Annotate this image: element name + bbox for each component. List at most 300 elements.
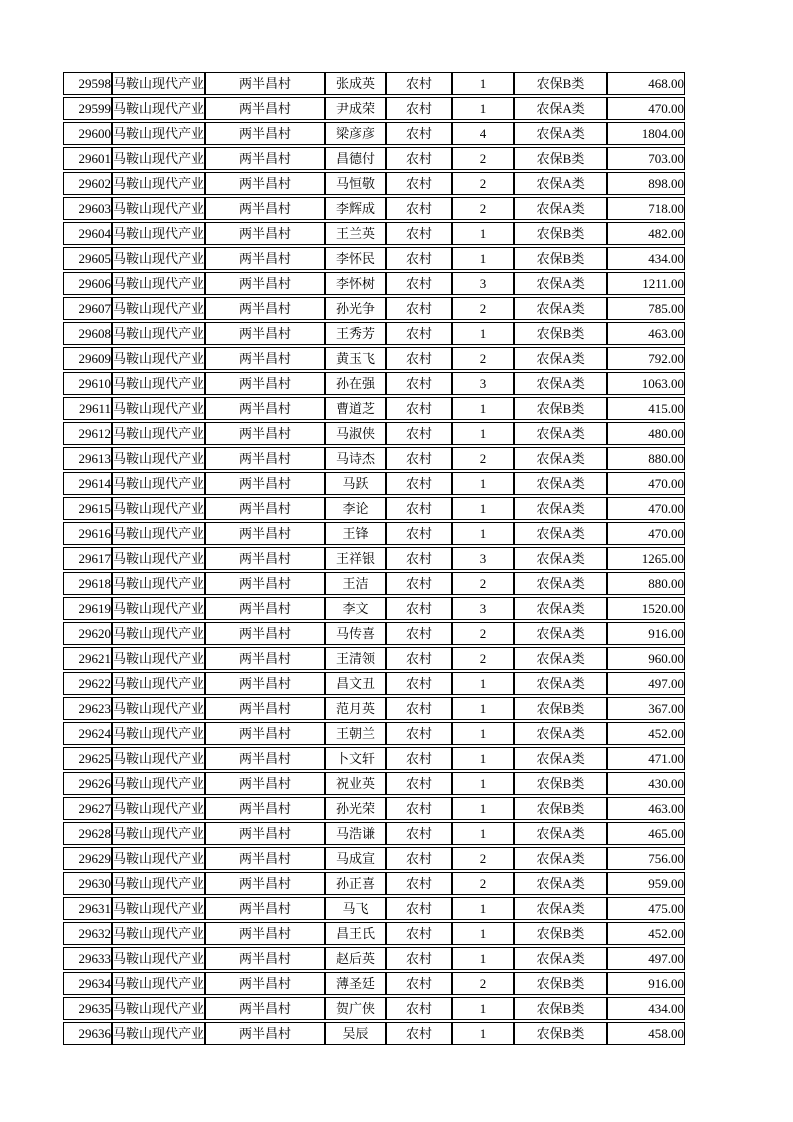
cell-org: 马鞍山现代产业 xyxy=(112,472,205,495)
cell-person-name: 尹成荣 xyxy=(325,97,386,120)
cell-household-type: 农村 xyxy=(386,422,452,445)
cell-person-name: 马恒敬 xyxy=(325,172,386,195)
records-table-body xyxy=(63,72,685,1045)
table-row xyxy=(63,797,685,820)
cell-person-count: 3 xyxy=(452,547,514,570)
cell-amount: 916.00 xyxy=(607,972,685,995)
cell-record-id: 29622 xyxy=(63,672,112,695)
cell-amount: 463.00 xyxy=(607,797,685,820)
cell-insurance-type: 农保A类 xyxy=(514,522,607,545)
cell-amount: 470.00 xyxy=(607,497,685,520)
cell-person-name: 祝业英 xyxy=(325,772,386,795)
table-row xyxy=(63,422,685,445)
cell-insurance-type: 农保B类 xyxy=(514,72,607,95)
cell-insurance-type: 农保B类 xyxy=(514,972,607,995)
cell-household-type: 农村 xyxy=(386,397,452,420)
cell-record-id: 29631 xyxy=(63,897,112,920)
table-row xyxy=(63,272,685,295)
cell-record-id: 29605 xyxy=(63,247,112,270)
cell-insurance-type: 农保B类 xyxy=(514,697,607,720)
cell-insurance-type: 农保A类 xyxy=(514,172,607,195)
cell-amount: 880.00 xyxy=(607,572,685,595)
cell-org: 马鞍山现代产业 xyxy=(112,522,205,545)
cell-person-count: 2 xyxy=(452,447,514,470)
cell-household-type: 农村 xyxy=(386,747,452,770)
cell-person-name: 马飞 xyxy=(325,897,386,920)
cell-household-type: 农村 xyxy=(386,597,452,620)
cell-amount: 471.00 xyxy=(607,747,685,770)
cell-amount: 792.00 xyxy=(607,347,685,370)
cell-village: 两半昌村 xyxy=(205,622,325,645)
table-row xyxy=(63,872,685,895)
cell-household-type: 农村 xyxy=(386,1022,452,1045)
cell-household-type: 农村 xyxy=(386,822,452,845)
cell-record-id: 29611 xyxy=(63,397,112,420)
cell-person-count: 1 xyxy=(452,772,514,795)
cell-household-type: 农村 xyxy=(386,447,452,470)
table-row xyxy=(63,222,685,245)
cell-village: 两半昌村 xyxy=(205,847,325,870)
cell-village: 两半昌村 xyxy=(205,1022,325,1045)
cell-record-id: 29633 xyxy=(63,947,112,970)
insurance-roster-table xyxy=(63,70,685,1047)
cell-village: 两半昌村 xyxy=(205,472,325,495)
cell-village: 两半昌村 xyxy=(205,122,325,145)
cell-household-type: 农村 xyxy=(386,497,452,520)
cell-person-name: 李怀民 xyxy=(325,247,386,270)
table-row xyxy=(63,572,685,595)
cell-amount: 1804.00 xyxy=(607,122,685,145)
table-row xyxy=(63,72,685,95)
cell-record-id: 29635 xyxy=(63,997,112,1020)
cell-person-name: 马诗杰 xyxy=(325,447,386,470)
cell-person-count: 2 xyxy=(452,172,514,195)
cell-insurance-type: 农保A类 xyxy=(514,297,607,320)
cell-village: 两半昌村 xyxy=(205,997,325,1020)
cell-record-id: 29603 xyxy=(63,197,112,220)
table-row xyxy=(63,547,685,570)
cell-household-type: 农村 xyxy=(386,872,452,895)
cell-village: 两半昌村 xyxy=(205,422,325,445)
cell-person-name: 范月英 xyxy=(325,697,386,720)
table-row xyxy=(63,747,685,770)
cell-household-type: 农村 xyxy=(386,572,452,595)
cell-person-count: 4 xyxy=(452,122,514,145)
cell-record-id: 29623 xyxy=(63,697,112,720)
cell-org: 马鞍山现代产业 xyxy=(112,797,205,820)
cell-person-name: 马浩谦 xyxy=(325,822,386,845)
cell-insurance-type: 农保A类 xyxy=(514,747,607,770)
cell-org: 马鞍山现代产业 xyxy=(112,822,205,845)
cell-org: 马鞍山现代产业 xyxy=(112,347,205,370)
cell-record-id: 29618 xyxy=(63,572,112,595)
cell-person-name: 孙光荣 xyxy=(325,797,386,820)
cell-org: 马鞍山现代产业 xyxy=(112,297,205,320)
cell-org: 马鞍山现代产业 xyxy=(112,847,205,870)
table-row xyxy=(63,622,685,645)
cell-org: 马鞍山现代产业 xyxy=(112,922,205,945)
cell-amount: 458.00 xyxy=(607,1022,685,1045)
cell-amount: 497.00 xyxy=(607,672,685,695)
table-row xyxy=(63,97,685,120)
cell-person-name: 王清领 xyxy=(325,647,386,670)
table-row xyxy=(63,522,685,545)
cell-insurance-type: 农保A类 xyxy=(514,447,607,470)
cell-insurance-type: 农保B类 xyxy=(514,247,607,270)
cell-record-id: 29629 xyxy=(63,847,112,870)
table-row xyxy=(63,397,685,420)
cell-village: 两半昌村 xyxy=(205,322,325,345)
cell-record-id: 29625 xyxy=(63,747,112,770)
cell-org: 马鞍山现代产业 xyxy=(112,772,205,795)
cell-person-name: 昌德付 xyxy=(325,147,386,170)
table-row xyxy=(63,497,685,520)
cell-insurance-type: 农保A类 xyxy=(514,897,607,920)
cell-record-id: 29599 xyxy=(63,97,112,120)
cell-village: 两半昌村 xyxy=(205,347,325,370)
cell-person-name: 张成英 xyxy=(325,72,386,95)
cell-person-count: 2 xyxy=(452,197,514,220)
cell-amount: 434.00 xyxy=(607,997,685,1020)
cell-household-type: 农村 xyxy=(386,922,452,945)
cell-person-name: 马成宣 xyxy=(325,847,386,870)
cell-household-type: 农村 xyxy=(386,997,452,1020)
cell-record-id: 29626 xyxy=(63,772,112,795)
table-row xyxy=(63,722,685,745)
cell-village: 两半昌村 xyxy=(205,922,325,945)
cell-insurance-type: 农保B类 xyxy=(514,322,607,345)
cell-person-name: 李论 xyxy=(325,497,386,520)
table-row xyxy=(63,997,685,1020)
cell-village: 两半昌村 xyxy=(205,447,325,470)
cell-person-name: 孙正喜 xyxy=(325,872,386,895)
cell-insurance-type: 农保B类 xyxy=(514,1022,607,1045)
cell-amount: 463.00 xyxy=(607,322,685,345)
cell-amount: 415.00 xyxy=(607,397,685,420)
cell-person-count: 3 xyxy=(452,597,514,620)
cell-household-type: 农村 xyxy=(386,247,452,270)
table-row xyxy=(63,822,685,845)
cell-insurance-type: 农保A类 xyxy=(514,497,607,520)
cell-record-id: 29619 xyxy=(63,597,112,620)
cell-org: 马鞍山现代产业 xyxy=(112,372,205,395)
table-row xyxy=(63,897,685,920)
cell-person-count: 1 xyxy=(452,697,514,720)
cell-org: 马鞍山现代产业 xyxy=(112,747,205,770)
cell-org: 马鞍山现代产业 xyxy=(112,547,205,570)
cell-record-id: 29634 xyxy=(63,972,112,995)
cell-insurance-type: 农保A类 xyxy=(514,847,607,870)
cell-person-name: 曹道芝 xyxy=(325,397,386,420)
cell-record-id: 29604 xyxy=(63,222,112,245)
cell-village: 两半昌村 xyxy=(205,547,325,570)
cell-amount: 470.00 xyxy=(607,522,685,545)
cell-record-id: 29621 xyxy=(63,647,112,670)
cell-person-count: 2 xyxy=(452,847,514,870)
cell-amount: 1211.00 xyxy=(607,272,685,295)
cell-household-type: 农村 xyxy=(386,847,452,870)
cell-record-id: 29612 xyxy=(63,422,112,445)
table-row xyxy=(63,197,685,220)
cell-org: 马鞍山现代产业 xyxy=(112,397,205,420)
cell-household-type: 农村 xyxy=(386,797,452,820)
cell-person-count: 1 xyxy=(452,897,514,920)
cell-insurance-type: 农保A类 xyxy=(514,347,607,370)
cell-insurance-type: 农保B类 xyxy=(514,797,607,820)
cell-household-type: 农村 xyxy=(386,172,452,195)
cell-amount: 898.00 xyxy=(607,172,685,195)
cell-village: 两半昌村 xyxy=(205,747,325,770)
cell-person-name: 贺广侠 xyxy=(325,997,386,1020)
cell-record-id: 29615 xyxy=(63,497,112,520)
cell-insurance-type: 农保A类 xyxy=(514,947,607,970)
table-row xyxy=(63,297,685,320)
cell-household-type: 农村 xyxy=(386,972,452,995)
cell-person-count: 1 xyxy=(452,397,514,420)
cell-person-count: 1 xyxy=(452,722,514,745)
cell-person-count: 1 xyxy=(452,1022,514,1045)
cell-village: 两半昌村 xyxy=(205,272,325,295)
cell-amount: 718.00 xyxy=(607,197,685,220)
cell-person-count: 2 xyxy=(452,297,514,320)
cell-person-name: 王祥银 xyxy=(325,547,386,570)
cell-insurance-type: 农保B类 xyxy=(514,222,607,245)
cell-insurance-type: 农保A类 xyxy=(514,422,607,445)
cell-insurance-type: 农保B类 xyxy=(514,997,607,1020)
cell-household-type: 农村 xyxy=(386,122,452,145)
cell-insurance-type: 农保A类 xyxy=(514,272,607,295)
cell-village: 两半昌村 xyxy=(205,972,325,995)
table-row xyxy=(63,247,685,270)
cell-person-count: 1 xyxy=(452,97,514,120)
cell-record-id: 29617 xyxy=(63,547,112,570)
cell-org: 马鞍山现代产业 xyxy=(112,1022,205,1045)
cell-insurance-type: 农保A类 xyxy=(514,722,607,745)
table-row xyxy=(63,147,685,170)
cell-person-name: 孙光争 xyxy=(325,297,386,320)
cell-amount: 785.00 xyxy=(607,297,685,320)
cell-insurance-type: 农保A类 xyxy=(514,372,607,395)
cell-insurance-type: 农保A类 xyxy=(514,822,607,845)
cell-insurance-type: 农保A类 xyxy=(514,97,607,120)
cell-org: 马鞍山现代产业 xyxy=(112,872,205,895)
table-row xyxy=(63,172,685,195)
cell-household-type: 农村 xyxy=(386,97,452,120)
cell-village: 两半昌村 xyxy=(205,697,325,720)
cell-amount: 452.00 xyxy=(607,922,685,945)
cell-amount: 756.00 xyxy=(607,847,685,870)
cell-village: 两半昌村 xyxy=(205,872,325,895)
cell-village: 两半昌村 xyxy=(205,97,325,120)
cell-org: 马鞍山现代产业 xyxy=(112,672,205,695)
cell-village: 两半昌村 xyxy=(205,197,325,220)
cell-person-count: 1 xyxy=(452,997,514,1020)
cell-insurance-type: 农保A类 xyxy=(514,572,607,595)
table-row xyxy=(63,672,685,695)
cell-insurance-type: 农保A类 xyxy=(514,472,607,495)
table-row xyxy=(63,772,685,795)
table-row xyxy=(63,947,685,970)
table-row xyxy=(63,347,685,370)
cell-village: 两半昌村 xyxy=(205,947,325,970)
cell-household-type: 农村 xyxy=(386,297,452,320)
cell-person-count: 1 xyxy=(452,422,514,445)
cell-person-count: 2 xyxy=(452,647,514,670)
cell-record-id: 29616 xyxy=(63,522,112,545)
cell-person-count: 2 xyxy=(452,347,514,370)
cell-org: 马鞍山现代产业 xyxy=(112,697,205,720)
cell-org: 马鞍山现代产业 xyxy=(112,447,205,470)
table-row xyxy=(63,972,685,995)
cell-org: 马鞍山现代产业 xyxy=(112,497,205,520)
cell-insurance-type: 农保A类 xyxy=(514,547,607,570)
cell-village: 两半昌村 xyxy=(205,647,325,670)
cell-record-id: 29636 xyxy=(63,1022,112,1045)
cell-record-id: 29627 xyxy=(63,797,112,820)
cell-amount: 880.00 xyxy=(607,447,685,470)
cell-person-name: 王兰英 xyxy=(325,222,386,245)
cell-person-name: 孙在强 xyxy=(325,372,386,395)
cell-village: 两半昌村 xyxy=(205,522,325,545)
cell-record-id: 29600 xyxy=(63,122,112,145)
cell-person-count: 2 xyxy=(452,972,514,995)
cell-person-count: 1 xyxy=(452,922,514,945)
cell-record-id: 29628 xyxy=(63,822,112,845)
cell-household-type: 农村 xyxy=(386,472,452,495)
cell-person-name: 昌王氏 xyxy=(325,922,386,945)
cell-person-count: 1 xyxy=(452,822,514,845)
cell-village: 两半昌村 xyxy=(205,222,325,245)
cell-amount: 430.00 xyxy=(607,772,685,795)
cell-amount: 465.00 xyxy=(607,822,685,845)
cell-amount: 482.00 xyxy=(607,222,685,245)
table-row xyxy=(63,847,685,870)
cell-person-count: 1 xyxy=(452,497,514,520)
cell-amount: 470.00 xyxy=(607,97,685,120)
cell-org: 马鞍山现代产业 xyxy=(112,247,205,270)
cell-org: 马鞍山现代产业 xyxy=(112,597,205,620)
cell-record-id: 29620 xyxy=(63,622,112,645)
cell-person-count: 1 xyxy=(452,947,514,970)
cell-village: 两半昌村 xyxy=(205,797,325,820)
cell-household-type: 农村 xyxy=(386,522,452,545)
cell-org: 马鞍山现代产业 xyxy=(112,197,205,220)
cell-person-name: 马传喜 xyxy=(325,622,386,645)
cell-insurance-type: 农保A类 xyxy=(514,872,607,895)
table-row xyxy=(63,447,685,470)
cell-insurance-type: 农保A类 xyxy=(514,672,607,695)
cell-org: 马鞍山现代产业 xyxy=(112,122,205,145)
cell-record-id: 29609 xyxy=(63,347,112,370)
cell-person-count: 2 xyxy=(452,147,514,170)
cell-org: 马鞍山现代产业 xyxy=(112,422,205,445)
cell-insurance-type: 农保B类 xyxy=(514,397,607,420)
cell-household-type: 农村 xyxy=(386,272,452,295)
cell-org: 马鞍山现代产业 xyxy=(112,322,205,345)
table-row xyxy=(63,472,685,495)
cell-org: 马鞍山现代产业 xyxy=(112,97,205,120)
cell-household-type: 农村 xyxy=(386,547,452,570)
cell-org: 马鞍山现代产业 xyxy=(112,647,205,670)
cell-amount: 468.00 xyxy=(607,72,685,95)
cell-person-name: 吴辰 xyxy=(325,1022,386,1045)
cell-village: 两半昌村 xyxy=(205,147,325,170)
cell-person-name: 卜文轩 xyxy=(325,747,386,770)
cell-insurance-type: 农保A类 xyxy=(514,122,607,145)
cell-org: 马鞍山现代产业 xyxy=(112,272,205,295)
cell-amount: 959.00 xyxy=(607,872,685,895)
cell-household-type: 农村 xyxy=(386,697,452,720)
cell-household-type: 农村 xyxy=(386,197,452,220)
cell-household-type: 农村 xyxy=(386,672,452,695)
table-row xyxy=(63,922,685,945)
cell-person-count: 1 xyxy=(452,72,514,95)
cell-household-type: 农村 xyxy=(386,322,452,345)
cell-village: 两半昌村 xyxy=(205,372,325,395)
cell-person-name: 马跃 xyxy=(325,472,386,495)
cell-village: 两半昌村 xyxy=(205,297,325,320)
cell-village: 两半昌村 xyxy=(205,172,325,195)
cell-person-count: 1 xyxy=(452,522,514,545)
cell-household-type: 农村 xyxy=(386,372,452,395)
cell-household-type: 农村 xyxy=(386,147,452,170)
cell-person-name: 李文 xyxy=(325,597,386,620)
table-row xyxy=(63,122,685,145)
cell-person-name: 王秀芳 xyxy=(325,322,386,345)
cell-amount: 480.00 xyxy=(607,422,685,445)
cell-household-type: 农村 xyxy=(386,772,452,795)
cell-person-name: 王洁 xyxy=(325,572,386,595)
cell-person-count: 1 xyxy=(452,222,514,245)
cell-person-name: 李辉成 xyxy=(325,197,386,220)
cell-amount: 916.00 xyxy=(607,622,685,645)
cell-amount: 1520.00 xyxy=(607,597,685,620)
cell-amount: 1265.00 xyxy=(607,547,685,570)
table-row xyxy=(63,697,685,720)
cell-amount: 703.00 xyxy=(607,147,685,170)
cell-org: 马鞍山现代产业 xyxy=(112,997,205,1020)
cell-org: 马鞍山现代产业 xyxy=(112,722,205,745)
cell-person-name: 马淑侠 xyxy=(325,422,386,445)
cell-org: 马鞍山现代产业 xyxy=(112,622,205,645)
cell-person-count: 1 xyxy=(452,747,514,770)
cell-person-name: 昌文丑 xyxy=(325,672,386,695)
cell-household-type: 农村 xyxy=(386,222,452,245)
cell-village: 两半昌村 xyxy=(205,72,325,95)
cell-person-count: 2 xyxy=(452,572,514,595)
cell-insurance-type: 农保A类 xyxy=(514,647,607,670)
table-row xyxy=(63,372,685,395)
cell-village: 两半昌村 xyxy=(205,822,325,845)
cell-insurance-type: 农保B类 xyxy=(514,922,607,945)
cell-person-count: 1 xyxy=(452,322,514,345)
cell-org: 马鞍山现代产业 xyxy=(112,572,205,595)
cell-amount: 452.00 xyxy=(607,722,685,745)
cell-record-id: 29630 xyxy=(63,872,112,895)
cell-record-id: 29601 xyxy=(63,147,112,170)
cell-person-name: 李怀树 xyxy=(325,272,386,295)
cell-person-count: 2 xyxy=(452,872,514,895)
cell-person-count: 1 xyxy=(452,472,514,495)
cell-household-type: 农村 xyxy=(386,722,452,745)
cell-record-id: 29613 xyxy=(63,447,112,470)
cell-insurance-type: 农保A类 xyxy=(514,197,607,220)
cell-household-type: 农村 xyxy=(386,622,452,645)
cell-person-name: 王锋 xyxy=(325,522,386,545)
cell-org: 马鞍山现代产业 xyxy=(112,147,205,170)
cell-person-name: 梁彦彦 xyxy=(325,122,386,145)
cell-amount: 434.00 xyxy=(607,247,685,270)
